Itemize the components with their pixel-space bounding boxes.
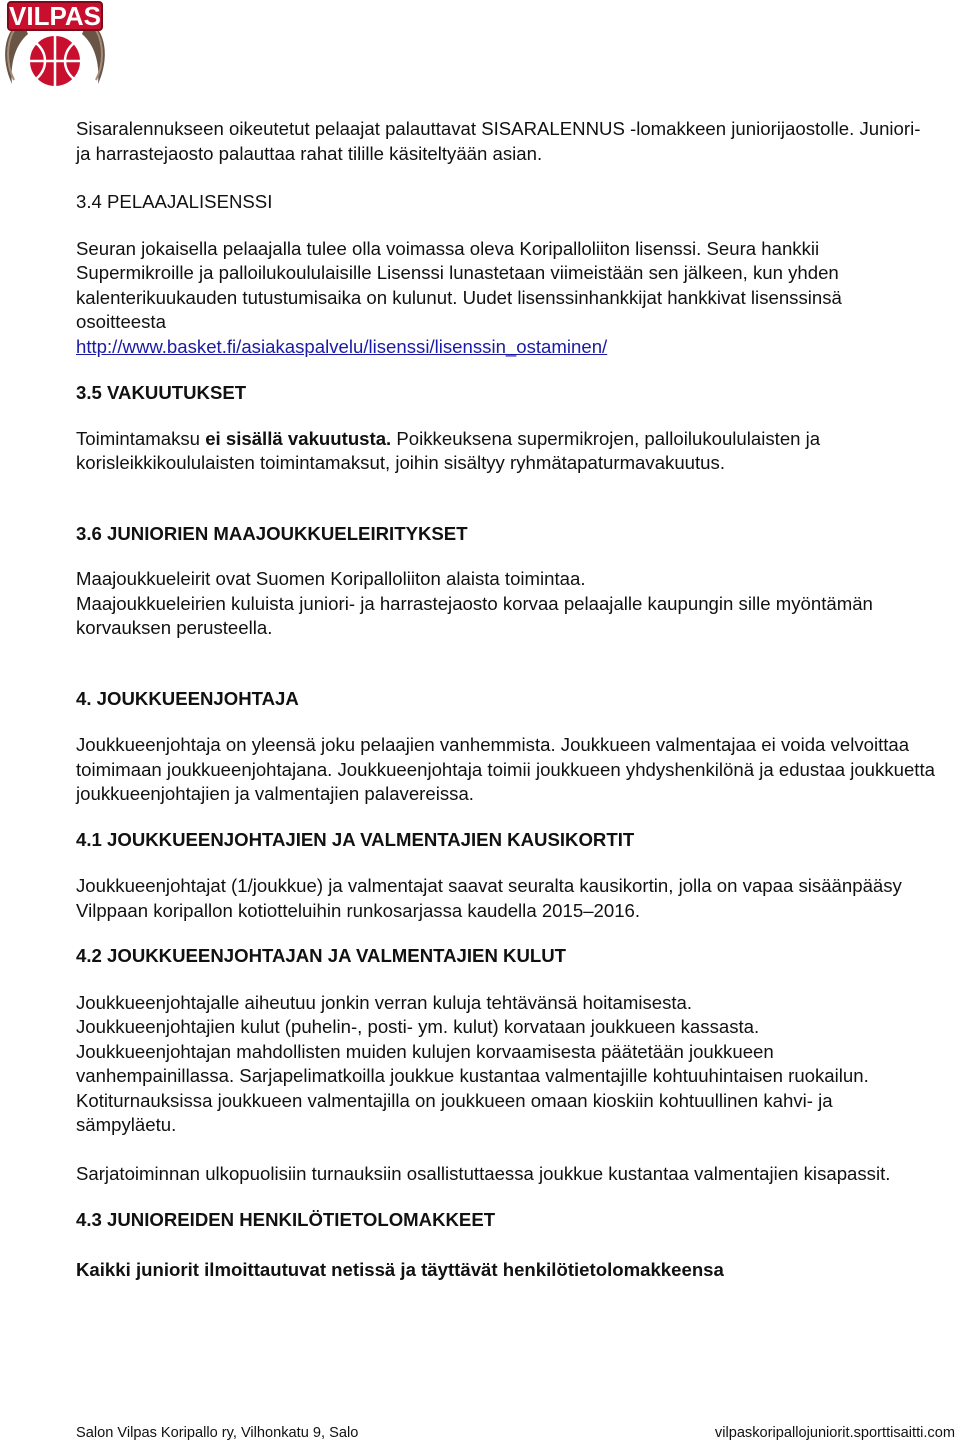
paragraph-sisaralennus: Sisaralennukseen oikeutetut pelaajat palauttavat SISARALENNUS -lomakkeen juniorijaostolle. Juniori- ja harrastejaosto palauttaa rahat tilille käsiteltyään asian.	[76, 118, 921, 164]
pelaajalisenssi-text: Seura hankkii Supermikroille ja palloilukoululaisille Lisenssi lunastetaan viimeistään sen jälkeen, kun yhden kalenterikuukauden tutustumisaika on kulunut. Uudet lisenssinhankkijat hankkivat lisenssinsä osoitteesta	[76, 237, 842, 332]
heading-4-2: 4.2 JOUKKUEENJOHTAJAN JA VALMENTAJIEN KULUT	[76, 945, 567, 966]
document-body	[76, 117, 936, 1282]
vakuutukset-rest: Poikkeuksena supermikrojen, palloilukoululaisten ja korisleikkikoululaisten toimintamaksut, joihin sisältyy ryhmätapaturmavakuutus.	[76, 427, 821, 473]
pelaajalisenssi-line1: Seuran jokaisella pelaajalla tulee olla voimassa oleva Koripalloliiton lisenssi.	[76, 237, 702, 259]
footer-website: vilpaskoripallojuniorit.sporttisaitti.com	[714, 1425, 955, 1441]
paragraph-kausikortit: Joukkueenjohtajat (1/joukkue) ja valmentajat saavat seuralta kausikortin, jolla on vapaa sisäänpääsy Vilppaan koripallon kotiotteluihin runkosarjassa kaudella 2015–2016.	[76, 875, 902, 921]
lisenssi-link[interactable]: http://www.basket.fi/asiakaspalvelu/lisenssi/lisenssin_ostaminen/	[76, 335, 608, 357]
heading-3-5: 3.5 VAKUUTUKSET	[76, 382, 247, 403]
kulut-line2: Joukkueenjohtajien kulut (puhelin-, posti- ym. kulut) korvataan joukkueen kassasta.	[76, 1016, 760, 1037]
kulut-text: Joukkueenjohtajan mahdollisten muiden kulujen korvaamisesta päätetään joukkueen vanhempainillassa. Sarjapelimatkoilla joukkue kustantaa valmentajille kohtuuhintaisen ruokailun. Kotiturnauksissa joukkueen valmentajilla on joukkueen omaan kioskiin kohtuullinen kahvi- ja sämpyläetu.	[76, 1040, 869, 1135]
vilpas-logo	[0, 0, 110, 95]
paragraph-kulut	[76, 991, 936, 1138]
heading-4: 4. JOUKKUEENJOHTAJA	[76, 687, 299, 709]
svg-text:VILPAS: VILPAS	[9, 1, 101, 31]
heading-4-3: 4.3 JUNIOREIDEN HENKILÖTIETOLOMAKKEET	[76, 1209, 496, 1230]
paragraph-maajoukkueleiritykset	[76, 567, 936, 641]
basketball-icon	[29, 35, 81, 87]
vakuutukset-bold: ei sisällä vakuutusta.	[205, 427, 392, 449]
page-footer	[76, 1424, 955, 1442]
maajoukkue-line1: Maajoukkueleirit ovat Suomen Koripalloliiton alaista toimintaa.	[76, 568, 586, 589]
kulut-line1: Joukkueenjohtajalle aiheutuu jonkin verran kuluja tehtävänsä hoitamisesta.	[76, 991, 693, 1013]
paragraph-kisapassit: Sarjatoiminnan ulkopuolisiin turnauksiin osallistuttaessa joukkue kustantaa valmentajien kisapassit.	[76, 1162, 891, 1184]
heading-3-4: 3.4 PELAAJALISENSSI	[76, 191, 273, 212]
paragraph-vakuutukset	[76, 427, 936, 476]
vakuutukset-prefix: Toimintamaksu	[76, 427, 201, 449]
paragraph-joukkueenjohtaja: Joukkueenjohtaja on yleensä joku pelaajien vanhemmista. Joukkueen valmentajaa ei voida velvoittaa toimimaan joukkueenjohtajana. Joukkueenjohtaja toimii joukkueen yhdyshenkilönä ja edustaa joukkuetta joukkueenjohtajien ja valmentajien palavereissa.	[76, 734, 935, 804]
paragraph-henkilotiedot: Kaikki juniorit ilmoittautuvat netissä ja täyttävät henkilötietolomakkeensa	[76, 1258, 724, 1280]
footer-address: Salon Vilpas Koripallo ry, Vilhonkatu 9, Salo	[76, 1425, 359, 1441]
heading-3-6: 3.6 JUNIORIEN MAAJOUKKUELEIRITYKSET	[76, 522, 468, 544]
maajoukkue-text: Maajoukkueleirien kuluista juniori- ja harrastejaosto korvaa pelaajalle kaupungin sille myöntämän korvauksen perusteella.	[76, 592, 873, 638]
paragraph-pelaajalisenssi	[76, 237, 936, 360]
heading-4-1: 4.1 JOUKKUEENJOHTAJIEN JA VALMENTAJIEN KAUSIKORTIT	[76, 828, 635, 850]
